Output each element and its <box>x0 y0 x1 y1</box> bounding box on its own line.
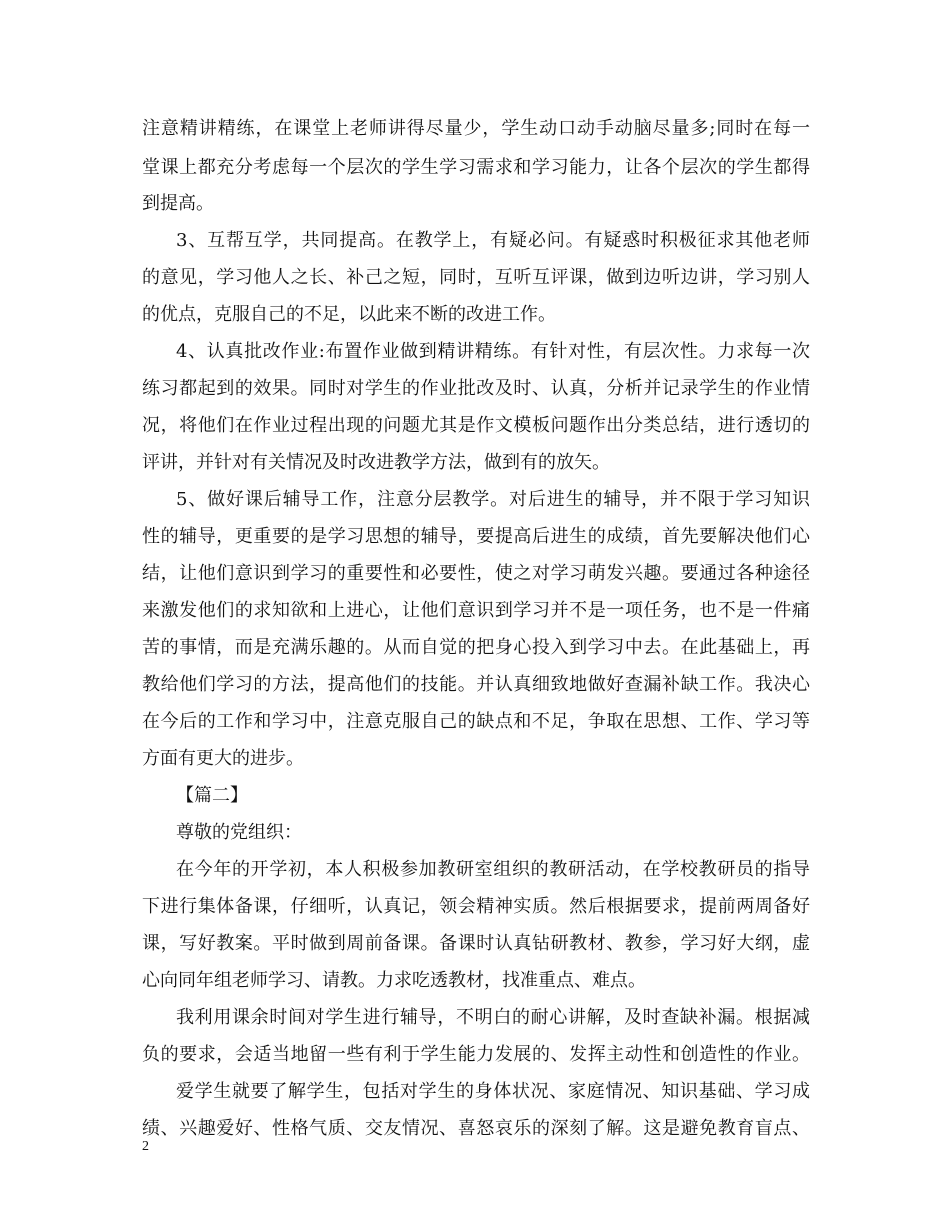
text-line: 结，让他们意识到学习的重要性和必要性，使之对学习萌发兴趣。要通过各种途径 <box>142 563 810 584</box>
text-line: 下进行集体备课，仔细听，认真记，领会精神实质。然后根据要求，提前两周备好 <box>142 896 810 917</box>
section-heading: 【篇二】 <box>176 785 248 806</box>
text-line: 苦的事情，而是充满乐趣的。从而自觉的把身心投入到学习中去。在此基础上，再 <box>142 637 810 658</box>
text-line: 心向同年组老师学习、请教。力求吃透教材，找准重点、难点。 <box>142 970 646 991</box>
paragraph-line: 爱学生就要了解学生，包括对学生的身体状况、家庭情况、知识基础、学习成 <box>176 1081 810 1102</box>
paragraph-line: 3、互帮互学，共同提高。在教学上，有疑必问。有疑惑时积极征求其他老师 <box>176 230 810 251</box>
text-line: 性的辅导，更重要的是学习思想的辅导，要提高后进生的成绩，首先要解决他们心 <box>142 526 810 547</box>
text-line: 练习都起到的效果。同时对学生的作业批改及时、认真，分析并记录学生的作业情 <box>142 378 810 399</box>
text-line: 绩、兴趣爱好、性格气质、交友情况、喜怒哀乐的深刻了解。这是避免教育盲点、 <box>142 1118 810 1139</box>
salutation: 尊敬的党组织： <box>176 822 302 843</box>
text-line: 注意精讲精练，在课堂上老师讲得尽量少，学生动口动手动脑尽量多;同时在每一 <box>142 118 810 139</box>
page-number: 2 <box>142 1139 149 1154</box>
text-line: 在今后的工作和学习中，注意克服自己的缺点和不足，争取在思想、工作、学习等 <box>142 711 810 732</box>
text-line: 负的要求，会适当地留一些有利于学生能力发展的、发挥主动性和创造性的作业。 <box>142 1044 810 1065</box>
text-line: 堂课上都充分考虑每一个层次的学生学习需求和学习能力，让各个层次的学生都得 <box>142 157 810 178</box>
text-line: 况，将他们在作业过程出现的问题尤其是作文模板问题作出分类总结，进行透切的 <box>142 415 810 436</box>
text-line: 评讲，并针对有关情况及时改进教学方法，做到有的放矢。 <box>142 452 610 473</box>
text-line: 的优点，克服自己的不足，以此来不断的改进工作。 <box>142 304 556 325</box>
text-line: 方面有更大的进步。 <box>142 748 304 769</box>
paragraph-line: 5、做好课后辅导工作，注意分层教学。对后进生的辅导，并不限于学习知识 <box>176 489 810 510</box>
text-line: 的意见，学习他人之长、补己之短，同时，互听互评课，做到边听边讲，学习别人 <box>142 267 810 288</box>
text-line: 到提高。 <box>142 193 214 214</box>
text-line: 来激发他们的求知欲和上进心，让他们意识到学习并不是一项任务，也不是一件痛 <box>142 600 810 621</box>
text-line: 课，写好教案。平时做到周前备课。备课时认真钻研教材、教参，学习好大纲，虚 <box>142 933 810 954</box>
paragraph-line: 4、认真批改作业:布置作业做到精讲精练。有针对性，有层次性。力求每一次 <box>176 341 810 362</box>
text-line: 教给他们学习的方法，提高他们的技能。并认真细致地做好查漏补缺工作。我决心 <box>142 674 810 695</box>
paragraph-line: 在今年的开学初，本人积极参加教研室组织的教研活动，在学校教研员的指导 <box>176 859 810 880</box>
paragraph-line: 我利用课余时间对学生进行辅导，不明白的耐心讲解，及时查缺补漏。根据减 <box>176 1007 810 1028</box>
